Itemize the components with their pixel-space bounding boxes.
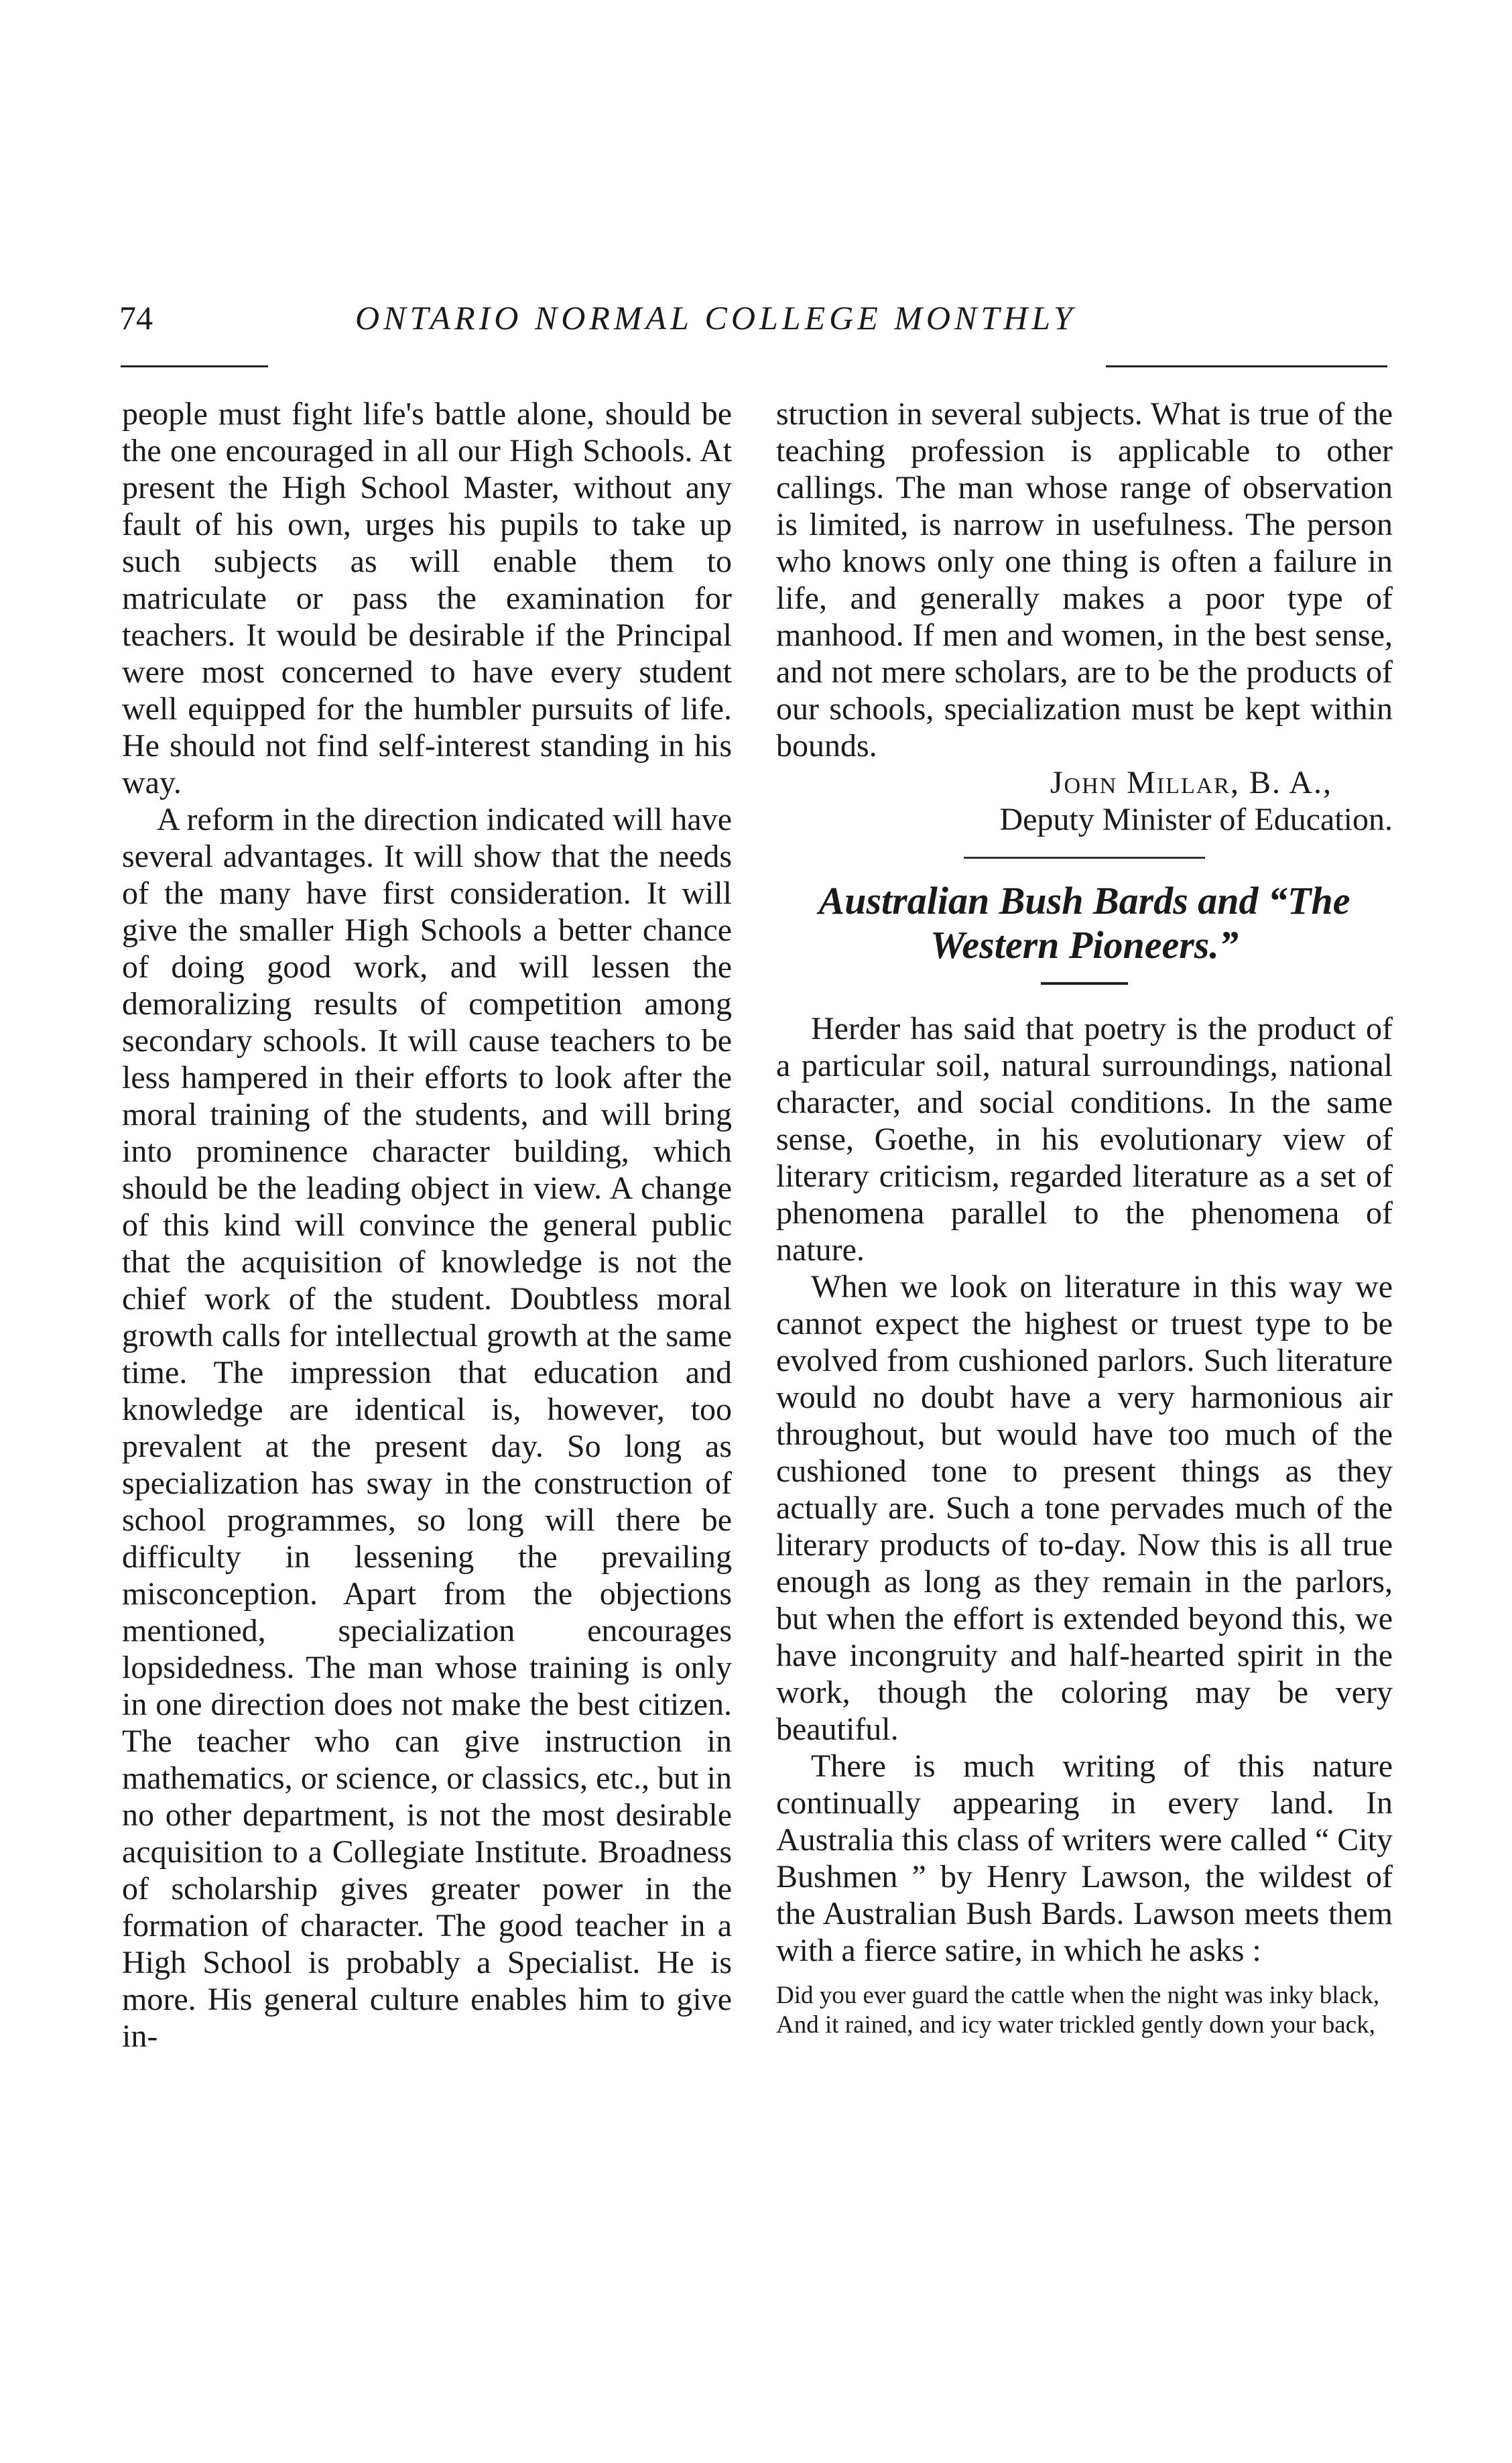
poem-line-2: And it rained, and icy water trickled gently down your back,	[776, 2011, 1375, 2039]
poem-excerpt	[776, 1981, 1393, 2040]
signature	[776, 764, 1393, 838]
right-column	[776, 396, 1393, 2040]
article-title-line-1: Australian Bush Bards and “The	[818, 879, 1350, 922]
page-number: 74	[119, 299, 153, 337]
left-paragraph-2: A reform in the direction indicated will have several advantages. It will show that the needs of the many have first consideration. It will give the smaller High Schools a better chance of doing good work, and will lessen the demoralizing results of competition among secondary schools. It will cause teachers to be less hampered in their efforts to look after the moral training of the students, and will bring into prominence character building, which should be the leading object in view. A change of this kind will convince the general public that the acquisition of knowledge is not the chief work of the student. Doubtless moral growth calls for intellectual growth at the same time. The impression that education and knowledge are identical is, however, too prevalent at the present day. So long as specialization has sway in the construction of school programmes, so long will there be difficulty in lessening the prevailing misconception. Apart from the objections mentioned, specialization encourages lopsidedness. The man whose training is only in one direction does not make the best citizen. The teacher who can give instruction in mathematics, or science, or classics, etc., but in no other department, is not the most desirable acquisition to a Collegiate Institute. Broadness of scholarship gives greater power in the formation of character. The good teacher in a High School is probably a Specialist. He is more. His general culture enables him to give in-	[122, 802, 732, 2054]
running-head: ONTARIO NORMAL COLLEGE MONTHLY	[355, 299, 1076, 337]
signature-name: John Millar, B. A.,	[1050, 765, 1332, 800]
title-rule	[1041, 982, 1128, 985]
header-rule-right	[1106, 365, 1387, 367]
poem-line-1: Did you ever guard the cattle when the night was inky black,	[776, 1982, 1380, 2009]
signature-title: Deputy Minister of Education.	[999, 802, 1393, 837]
right-continuation-paragraph: struction in several subjects. What is true of the teaching profession is applicable to other callings. The man whose range of observation is limited, is narrow in usefulness. The person who knows only one thing is often a failure in life, and generally makes a poor type of manhood. If men and women, in the best sense, and not mere scholars, are to be the products of our schools, specialization must be kept within bounds.	[776, 396, 1393, 764]
right-paragraph-1: Herder has said that poetry is the product of a particular soil, natural surroundings, national character, and social conditions. In the same sense, Goethe, in his evolutionary view of literary criticism, regarded literature as a set of phenomena parallel to the phenomena of nature.	[776, 1011, 1393, 1268]
section-divider	[964, 857, 1205, 859]
left-column	[122, 396, 732, 2055]
right-paragraph-2: When we look on literature in this way we cannot expect the highest or truest type to be evolved from cushioned parlors. Such literature would no doubt have a very harmonious air throughout, but would have too much of the cushioned tone to present things as they actually are. Such a tone pervades much of the literary products of to-day. Now this is all true enough as long as they remain in the parlors, but when the effort is extended beyond this, we have incongruity and half-hearted spirit in the work, though the coloring may be very beautiful.	[776, 1269, 1393, 1747]
article-title	[776, 879, 1393, 967]
right-paragraph-3: There is much writing of this nature continually appearing in every land. In Australia this class of writers were called “ City Bushmen ” by Henry Lawson, the wildest of the Australian Bush Bards. Lawson meets them with a fierce satire, in which he asks :	[776, 1748, 1393, 1968]
header-rule-left	[121, 365, 268, 367]
left-paragraph-1: people must fight life's battle alone, should be the one encouraged in all our High Schools. At present the High School Master, without any fault of his own, urges his pupils to take up such subjects as will enable them to matriculate or pass the examination for teachers. It would be desirable if the Principal were most concerned to have every student well equipped for the humbler pursuits of life. He should not find self-interest standing in his way.	[122, 396, 732, 800]
article-title-line-2: Western Pioneers.”	[930, 923, 1239, 967]
